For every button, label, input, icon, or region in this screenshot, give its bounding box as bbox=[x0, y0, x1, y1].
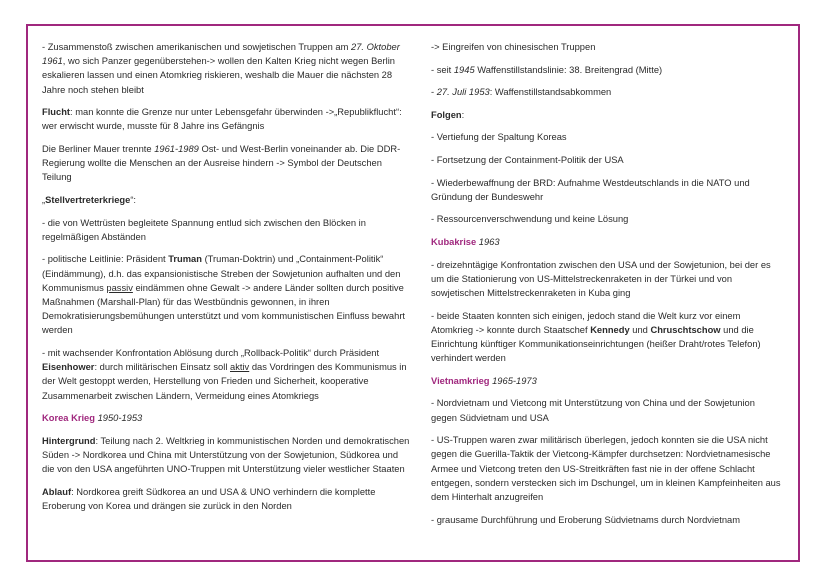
berlin-wall-paragraph: Die Berliner Mauer trennte 1961-1989 Ost- und West-Berlin voneinander ab. Die DDR-Regierung wollte die Menschen an der Ausreise hindern -> Symbol der Deutschen Teilung bbox=[42, 144, 401, 183]
folgen-heading: Folgen: bbox=[431, 109, 465, 120]
ceasefire-line: - seit 1945 Waffenstillstandslinie: 38. Breitengrad (Mitte) bbox=[431, 64, 663, 75]
kubakrise-paragraph: - dreizehntägige Konfrontation zwischen den USA und der Sowjetunion, bei der es um die Stationierung von US-Mittelstreckenraketen in der Türkei und von sowjetischen Mittelstreckenraketen in Kuba ging bbox=[431, 259, 771, 298]
korea-ablauf-paragraph: Ablauf: Nordkorea greift Südkorea an und USA & UNO verhindern die komplette Eroberung von Korea und drängen sie zurück in den Norden bbox=[42, 486, 376, 511]
containment-paragraph: - politische Leitlinie: Präsident Truman (Truman-Doktrin) und „Containment-Politik“ (Eindämmung), d.h. das expansionistische Streben der Sowjetunion aufhalten und den Kommunismus passiv eindämmen ohne Gewalt -> andere Länder sollten durch positive Maßnahmen (Marshall-Plan) für das Westbündnis gewonnen, in ihren Demokratisierungsbemühungen unterstützt und vom kommunistischen Einfluss bewahrt werden bbox=[42, 254, 406, 336]
folgen-item: - Wiederbewaffnung der BRD: Aufnahme Westdeutschlands in die NATO und Gründung der Bundeswehr bbox=[431, 177, 750, 202]
stellvertreterkriege-heading: „Stellvertreterkriege“: bbox=[42, 195, 137, 205]
flucht-paragraph: Flucht: man konnte die Grenze nur unter Lebensgefahr überwinden ->„Republikflucht“: wer erwischt wurde, musste für 8 Jahre ins Gefängnis bbox=[42, 107, 402, 132]
armistice-line: - 27. Juli 1953: Waffenstillstandsabkommen bbox=[431, 87, 612, 98]
left-column bbox=[42, 40, 410, 522]
berlin-tank-standoff-paragraph: - Zusammenstoß zwischen amerikanischen und sowjetischen Truppen am 27. Oktober 1961, wo sich Panzer gegenüberstehen-> wollen den Kalten Krieg nicht wegen Berlin eskalieren lassen und einen Atomkrieg riskieren, weshalb die Mauer die nächsten 28 Jahre noch stehen bleibt bbox=[42, 42, 400, 95]
right-column bbox=[431, 40, 783, 535]
vietnam-paragraph: - US-Truppen waren zwar militärisch überlegen, jedoch konnten sie die USA nicht gegen die Guerilla-Taktik der Vietcong-Kämpfer durchsetzen: Nordvietnamesische Armee und Vietcong treten den US-Streitkräften fast nie in der offene Schlacht entgegen, sondern verstecken sich im Dschungel, um in kleinen Kampfeinheiten aus dem Hinterhalt anzugreifen bbox=[431, 435, 781, 502]
korea-hintergrund-paragraph: Hintergrund: Teilung nach 2. Weltkrieg in kommunistischen Norden und demokratischen Süden -> Nordkorea und China mit Unterstützung von der Sowjetunion, Südkorea und die von den USA angeführten UNO-Truppen mit Unterstützung vieler westlicher Staaten bbox=[42, 435, 410, 475]
kubakrise-resolution-paragraph: - beide Staaten konnten sich einigen, jedoch stand die Welt kurz vor einem Atomkrieg -> konnte durch Staatschef Kennedy und Chruschtschow und die Einrichtung künftiger Kommunikationseinrichtungen (heißer Draht/rotes Telefon) verhindert werden bbox=[431, 310, 761, 364]
korea-war-heading: Korea Krieg 1950-1953 bbox=[42, 413, 143, 424]
wettruesten-paragraph: - die von Wettrüsten begleitete Spannung entlud sich zwischen den Blöcken in regelmäßigen Abständen bbox=[42, 217, 366, 242]
folgen-item: - Fortsetzung der Containment-Politik der USA bbox=[431, 154, 624, 165]
vietnamkrieg-heading: Vietnamkrieg 1965-1973 bbox=[431, 375, 537, 386]
china-intervention-line: -> Eingreifen von chinesischen Truppen bbox=[431, 42, 596, 52]
vietnam-paragraph: - grausame Durchführung und Eroberung Südvietnams durch Nordvietnam bbox=[431, 514, 741, 525]
kubakrise-heading: Kubakrise 1963 bbox=[431, 236, 500, 247]
folgen-item: - Vertiefung der Spaltung Koreas bbox=[431, 132, 567, 143]
vietnam-paragraph: - Nordvietnam und Vietcong mit Unterstützung von China und der Sowjetunion gegen Südvietnam und USA bbox=[431, 398, 755, 423]
folgen-item: - Ressourcenverschwendung und keine Lösung bbox=[431, 214, 629, 225]
rollback-paragraph: - mit wachsender Konfrontation Ablösung durch „Rollback-Politik“ durch Präsident Eisenhower: durch militärischen Einsatz soll aktiv das Vordringen des Kommunismus in der Welt gestoppt werden, Herstellung von Frieden und Sicherheit, kooperative Zusammenarbeit zwischen Ländern, Vermeidung eines Atomkriegs bbox=[42, 348, 407, 401]
